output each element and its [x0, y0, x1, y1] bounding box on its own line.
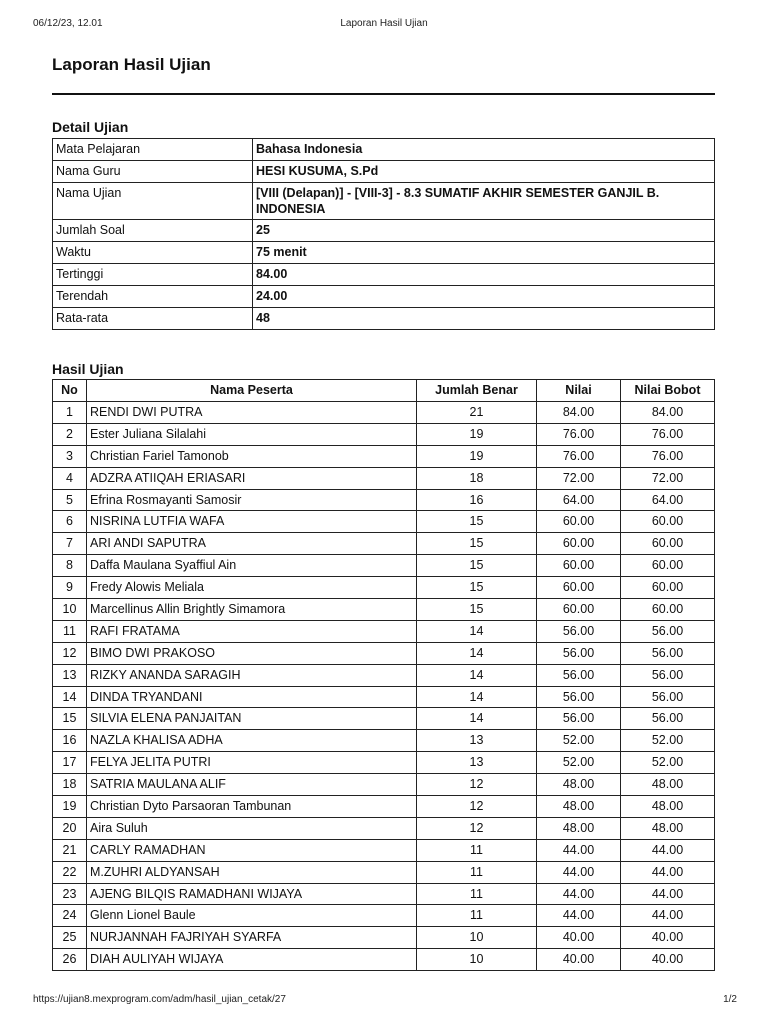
detail-heading: Detail Ujian	[52, 119, 129, 135]
cell-no: 7	[53, 533, 87, 555]
table-row	[53, 664, 715, 686]
table-row	[53, 533, 715, 555]
table-row	[53, 555, 715, 577]
cell-nilai: 56.00	[537, 642, 621, 664]
cell-jumlah-benar: 14	[417, 686, 537, 708]
cell-no: 22	[53, 861, 87, 883]
cell-no: 12	[53, 642, 87, 664]
cell-nama: Marcellinus Allin Brightly Simamora	[87, 599, 417, 621]
detail-row	[53, 161, 715, 183]
cell-nilai: 44.00	[537, 839, 621, 861]
cell-no: 5	[53, 489, 87, 511]
cell-jumlah-benar: 19	[417, 445, 537, 467]
cell-no: 19	[53, 796, 87, 818]
cell-nama: Christian Dyto Parsaoran Tambunan	[87, 796, 417, 818]
detail-value: HESI KUSUMA, S.Pd	[253, 161, 715, 183]
cell-nama: Fredy Alowis Meliala	[87, 577, 417, 599]
cell-nilai-bobot: 40.00	[621, 927, 715, 949]
table-row	[53, 883, 715, 905]
cell-no: 21	[53, 839, 87, 861]
detail-row	[53, 183, 715, 220]
cell-no: 3	[53, 445, 87, 467]
table-row	[53, 489, 715, 511]
cell-nama: DINDA TRYANDANI	[87, 686, 417, 708]
detail-value: 25	[253, 220, 715, 242]
cell-nilai-bobot: 56.00	[621, 686, 715, 708]
results-heading: Hasil Ujian	[52, 361, 124, 377]
table-row	[53, 599, 715, 621]
cell-nilai-bobot: 40.00	[621, 949, 715, 971]
cell-nilai-bobot: 72.00	[621, 467, 715, 489]
detail-label: Nama Guru	[53, 161, 253, 183]
table-row	[53, 796, 715, 818]
table-row	[53, 927, 715, 949]
cell-no: 10	[53, 599, 87, 621]
cell-jumlah-benar: 15	[417, 511, 537, 533]
detail-row	[53, 286, 715, 308]
cell-no: 6	[53, 511, 87, 533]
table-row	[53, 445, 715, 467]
cell-jumlah-benar: 11	[417, 839, 537, 861]
detail-value: 24.00	[253, 286, 715, 308]
cell-jumlah-benar: 10	[417, 927, 537, 949]
cell-no: 9	[53, 577, 87, 599]
cell-nilai: 60.00	[537, 511, 621, 533]
table-row	[53, 817, 715, 839]
table-row	[53, 467, 715, 489]
detail-label: Tertinggi	[53, 264, 253, 286]
detail-label: Nama Ujian	[53, 183, 253, 220]
cell-nama: ARI ANDI SAPUTRA	[87, 533, 417, 555]
cell-nilai-bobot: 76.00	[621, 445, 715, 467]
cell-jumlah-benar: 15	[417, 599, 537, 621]
detail-label: Waktu	[53, 242, 253, 264]
cell-nilai: 84.00	[537, 402, 621, 424]
detail-label: Mata Pelajaran	[53, 139, 253, 161]
cell-nama: RENDI DWI PUTRA	[87, 402, 417, 424]
cell-nilai: 52.00	[537, 730, 621, 752]
cell-nama: SILVIA ELENA PANJAITAN	[87, 708, 417, 730]
results-header-row	[53, 380, 715, 402]
cell-no: 26	[53, 949, 87, 971]
col-nilai: Nilai	[537, 380, 621, 402]
cell-nilai-bobot: 48.00	[621, 774, 715, 796]
cell-jumlah-benar: 10	[417, 949, 537, 971]
cell-jumlah-benar: 21	[417, 402, 537, 424]
cell-nilai: 60.00	[537, 555, 621, 577]
cell-nama: BIMO DWI PRAKOSO	[87, 642, 417, 664]
cell-no: 20	[53, 817, 87, 839]
cell-jumlah-benar: 14	[417, 642, 537, 664]
cell-jumlah-benar: 19	[417, 423, 537, 445]
cell-jumlah-benar: 15	[417, 577, 537, 599]
cell-jumlah-benar: 14	[417, 708, 537, 730]
print-header-title: Laporan Hasil Ujian	[340, 18, 428, 29]
cell-nama: Daffa Maulana Syaffiul Ain	[87, 555, 417, 577]
cell-nama: CARLY RAMADHAN	[87, 839, 417, 861]
detail-value: [VIII (Delapan)] - [VIII-3] - 8.3 SUMATIF AKHIR SEMESTER GANJIL B. INDONESIA	[253, 183, 715, 220]
cell-nama: Glenn Lionel Baule	[87, 905, 417, 927]
cell-nilai: 56.00	[537, 620, 621, 642]
cell-nilai-bobot: 56.00	[621, 708, 715, 730]
cell-nama: M.ZUHRI ALDYANSAH	[87, 861, 417, 883]
cell-nilai: 64.00	[537, 489, 621, 511]
cell-nilai-bobot: 60.00	[621, 577, 715, 599]
cell-nilai: 52.00	[537, 752, 621, 774]
footer-url: https://ujian8.mexprogram.com/adm/hasil_ujian_cetak/27	[33, 994, 286, 1005]
page-number: 1/2	[723, 994, 737, 1005]
cell-jumlah-benar: 13	[417, 752, 537, 774]
cell-nilai-bobot: 56.00	[621, 620, 715, 642]
cell-nilai: 40.00	[537, 949, 621, 971]
cell-nama: FELYA JELITA PUTRI	[87, 752, 417, 774]
table-row	[53, 839, 715, 861]
table-row	[53, 686, 715, 708]
cell-jumlah-benar: 18	[417, 467, 537, 489]
cell-nama: Christian Fariel Tamonob	[87, 445, 417, 467]
detail-label: Terendah	[53, 286, 253, 308]
cell-jumlah-benar: 13	[417, 730, 537, 752]
table-row	[53, 774, 715, 796]
cell-no: 16	[53, 730, 87, 752]
cell-nilai-bobot: 60.00	[621, 599, 715, 621]
cell-nama: RAFI FRATAMA	[87, 620, 417, 642]
col-nilai-bobot: Nilai Bobot	[621, 380, 715, 402]
cell-jumlah-benar: 15	[417, 533, 537, 555]
cell-no: 8	[53, 555, 87, 577]
detail-row	[53, 264, 715, 286]
detail-table	[52, 138, 715, 330]
detail-value: 48	[253, 308, 715, 330]
cell-no: 1	[53, 402, 87, 424]
table-row	[53, 642, 715, 664]
cell-nilai: 60.00	[537, 577, 621, 599]
cell-nilai: 56.00	[537, 686, 621, 708]
cell-nama: Ester Juliana Silalahi	[87, 423, 417, 445]
table-row	[53, 620, 715, 642]
cell-nilai-bobot: 64.00	[621, 489, 715, 511]
cell-no: 13	[53, 664, 87, 686]
cell-nilai: 40.00	[537, 927, 621, 949]
cell-nilai: 72.00	[537, 467, 621, 489]
cell-nilai: 76.00	[537, 423, 621, 445]
table-row	[53, 861, 715, 883]
col-nama: Nama Peserta	[87, 380, 417, 402]
cell-nama: DIAH AULIYAH WIJAYA	[87, 949, 417, 971]
table-row	[53, 423, 715, 445]
cell-nama: Aira Suluh	[87, 817, 417, 839]
detail-row	[53, 308, 715, 330]
cell-nama: NAZLA KHALISA ADHA	[87, 730, 417, 752]
cell-no: 4	[53, 467, 87, 489]
cell-jumlah-benar: 12	[417, 774, 537, 796]
cell-nilai-bobot: 60.00	[621, 511, 715, 533]
cell-nama: NURJANNAH FAJRIYAH SYARFA	[87, 927, 417, 949]
page-title: Laporan Hasil Ujian	[52, 55, 211, 74]
cell-no: 18	[53, 774, 87, 796]
cell-nama: SATRIA MAULANA ALIF	[87, 774, 417, 796]
cell-nilai: 60.00	[537, 599, 621, 621]
cell-nilai-bobot: 48.00	[621, 796, 715, 818]
detail-label: Jumlah Soal	[53, 220, 253, 242]
cell-nama: AJENG BILQIS RAMADHANI WIJAYA	[87, 883, 417, 905]
table-row	[53, 708, 715, 730]
cell-no: 11	[53, 620, 87, 642]
table-row	[53, 949, 715, 971]
cell-no: 24	[53, 905, 87, 927]
table-row	[53, 905, 715, 927]
col-jumlah-benar: Jumlah Benar	[417, 380, 537, 402]
cell-nilai-bobot: 56.00	[621, 642, 715, 664]
detail-row	[53, 242, 715, 264]
cell-nilai: 48.00	[537, 817, 621, 839]
detail-row	[53, 220, 715, 242]
cell-jumlah-benar: 16	[417, 489, 537, 511]
cell-jumlah-benar: 12	[417, 796, 537, 818]
cell-nilai: 60.00	[537, 533, 621, 555]
cell-nilai: 44.00	[537, 861, 621, 883]
cell-nilai: 44.00	[537, 905, 621, 927]
print-datetime: 06/12/23, 12.01	[33, 18, 103, 29]
cell-jumlah-benar: 11	[417, 905, 537, 927]
cell-nilai-bobot: 52.00	[621, 752, 715, 774]
cell-nilai: 56.00	[537, 708, 621, 730]
results-table	[52, 379, 715, 971]
cell-no: 23	[53, 883, 87, 905]
detail-value: 75 menit	[253, 242, 715, 264]
cell-nama: ADZRA ATIIQAH ERIASARI	[87, 467, 417, 489]
cell-jumlah-benar: 14	[417, 664, 537, 686]
cell-nilai-bobot: 52.00	[621, 730, 715, 752]
detail-value: 84.00	[253, 264, 715, 286]
table-row	[53, 730, 715, 752]
cell-nilai-bobot: 60.00	[621, 533, 715, 555]
cell-jumlah-benar: 14	[417, 620, 537, 642]
detail-row	[53, 139, 715, 161]
cell-nilai: 44.00	[537, 883, 621, 905]
cell-nilai-bobot: 84.00	[621, 402, 715, 424]
cell-nilai: 48.00	[537, 774, 621, 796]
cell-jumlah-benar: 11	[417, 883, 537, 905]
cell-nilai-bobot: 44.00	[621, 883, 715, 905]
cell-nama: NISRINA LUTFIA WAFA	[87, 511, 417, 533]
cell-nilai-bobot: 44.00	[621, 839, 715, 861]
table-row	[53, 752, 715, 774]
cell-nama: RIZKY ANANDA SARAGIH	[87, 664, 417, 686]
col-no: No	[53, 380, 87, 402]
cell-nilai-bobot: 44.00	[621, 861, 715, 883]
cell-jumlah-benar: 12	[417, 817, 537, 839]
cell-nilai-bobot: 48.00	[621, 817, 715, 839]
cell-nilai-bobot: 44.00	[621, 905, 715, 927]
cell-nama: Efrina Rosmayanti Samosir	[87, 489, 417, 511]
table-row	[53, 577, 715, 599]
cell-no: 2	[53, 423, 87, 445]
cell-no: 15	[53, 708, 87, 730]
cell-nilai: 48.00	[537, 796, 621, 818]
cell-jumlah-benar: 15	[417, 555, 537, 577]
detail-label: Rata-rata	[53, 308, 253, 330]
cell-nilai-bobot: 76.00	[621, 423, 715, 445]
cell-no: 17	[53, 752, 87, 774]
cell-no: 25	[53, 927, 87, 949]
cell-no: 14	[53, 686, 87, 708]
table-row	[53, 511, 715, 533]
cell-jumlah-benar: 11	[417, 861, 537, 883]
detail-value: Bahasa Indonesia	[253, 139, 715, 161]
cell-nilai-bobot: 60.00	[621, 555, 715, 577]
cell-nilai-bobot: 56.00	[621, 664, 715, 686]
cell-nilai: 56.00	[537, 664, 621, 686]
title-divider	[52, 93, 715, 95]
cell-nilai: 76.00	[537, 445, 621, 467]
table-row	[53, 402, 715, 424]
